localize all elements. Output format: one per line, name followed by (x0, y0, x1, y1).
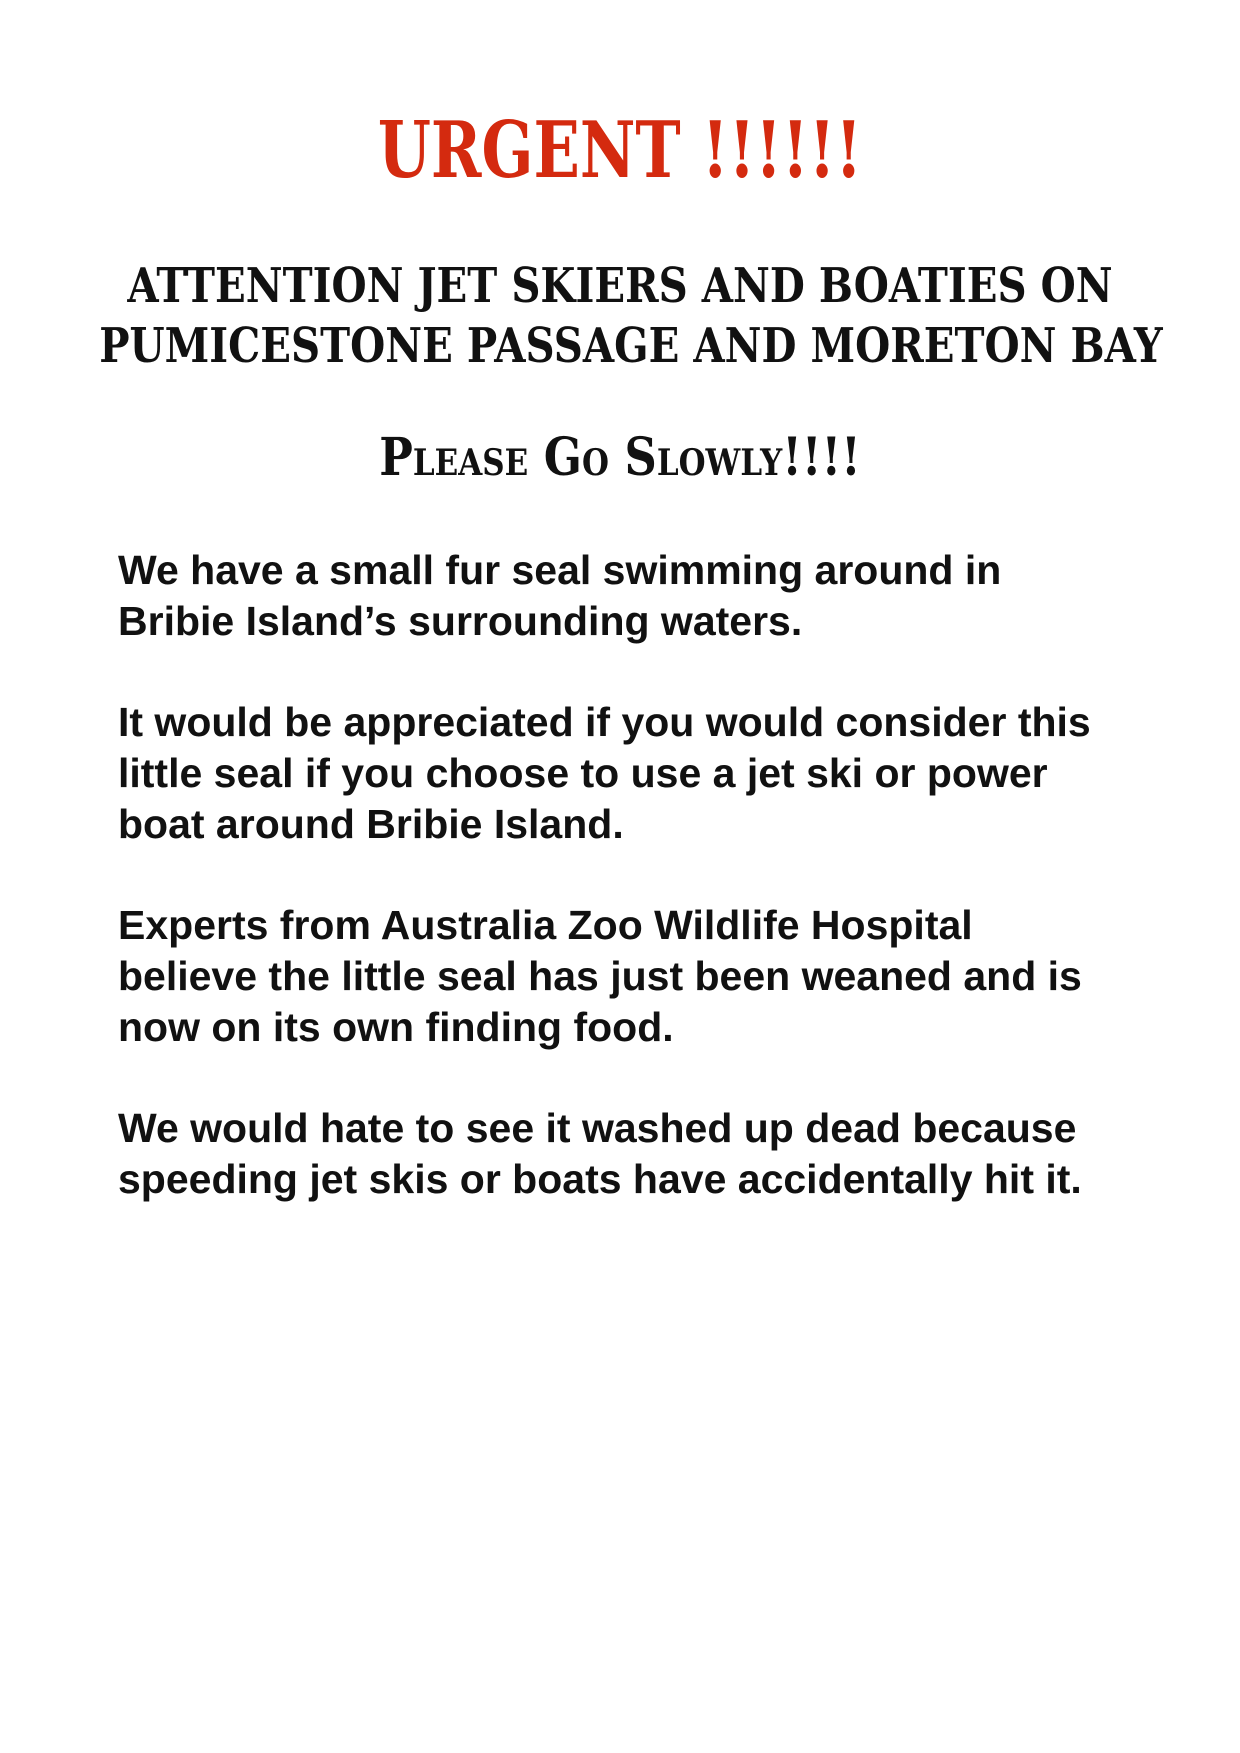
paragraph-line: Experts from Australia Zoo Wildlife Hospital (118, 902, 973, 948)
paragraph-line: speeding jet skis or boats have accidentally hit it. (118, 1156, 1082, 1202)
attention-heading (99, 256, 1163, 376)
paragraph-line: Bribie Island’s surrounding waters. (118, 598, 803, 644)
please-go-slowly-heading: Please Go Slowly!!!! (379, 427, 861, 488)
urgent-headline: URGENT !!!!!! (377, 105, 863, 196)
paragraph-seal-sighting (118, 545, 1128, 647)
paragraph-experts (118, 900, 1128, 1053)
paragraph-line: believe the little seal has just been weaned and is (118, 953, 1082, 999)
paragraph-warning (118, 1103, 1128, 1205)
paragraph-line: now on its own finding food. (118, 1004, 674, 1050)
attention-line: PUMICESTONE PASSAGE AND MORETON BAY (99, 318, 1163, 374)
notice-body (118, 545, 1128, 1255)
paragraph-line: We have a small fur seal swimming around in (118, 547, 1002, 593)
paragraph-line: boat around Bribie Island. (118, 801, 624, 847)
paragraph-line: little seal if you choose to use a jet ski or power (118, 750, 1048, 796)
paragraph-line: We would hate to see it washed up dead because (118, 1105, 1077, 1151)
paragraph-request (118, 697, 1128, 850)
paragraph-line: It would be appreciated if you would consider this (118, 699, 1091, 745)
attention-line: ATTENTION JET SKIERS AND BOATIES ON (127, 258, 1113, 314)
